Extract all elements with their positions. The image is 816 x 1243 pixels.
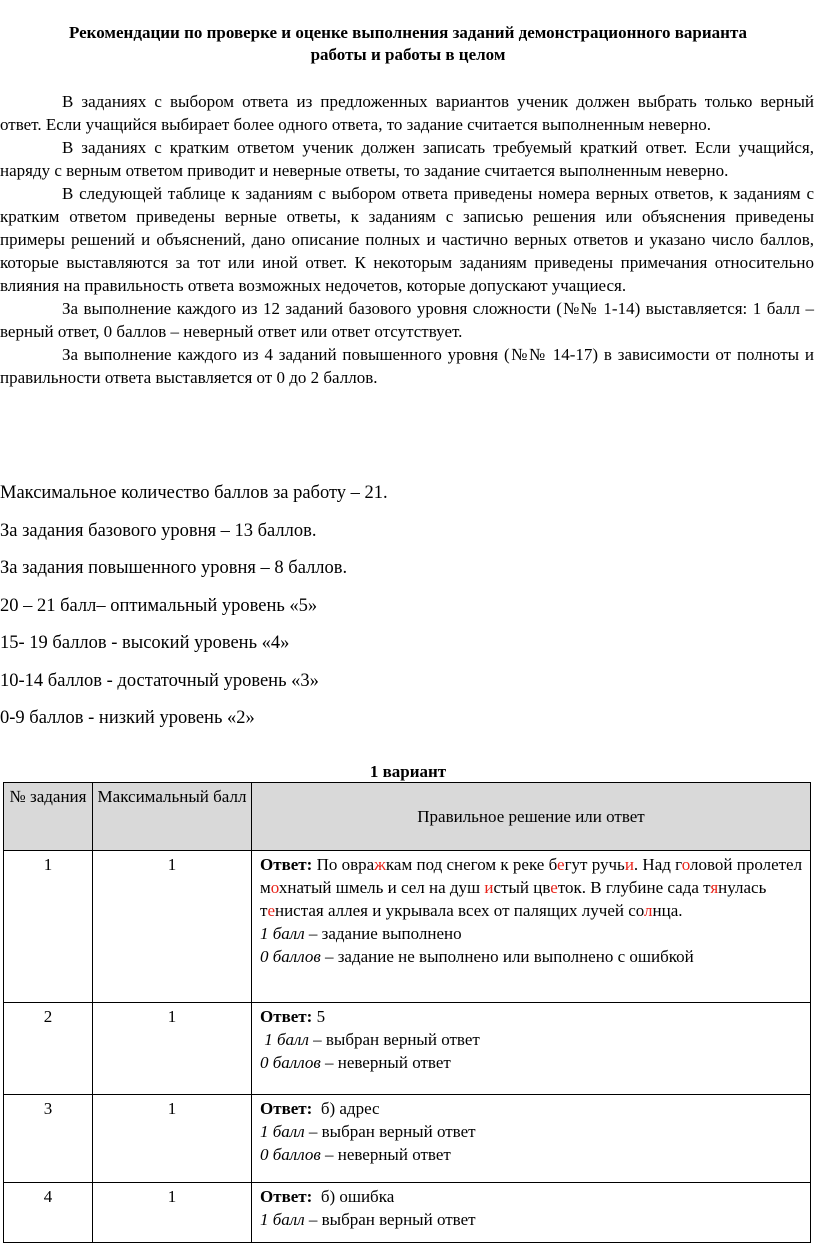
score-value: 1 балл	[260, 1122, 305, 1141]
answer-fragment: хнатый шмель и сел на душ	[278, 878, 485, 897]
highlighted-letter: л	[644, 901, 653, 920]
answer-fragment: нца.	[652, 901, 683, 920]
task-number-cell: 4	[4, 1183, 93, 1243]
task-number-cell: 3	[4, 1095, 93, 1183]
highlighted-letter: е	[550, 878, 558, 897]
answer-fragment: ловой пролетел м	[260, 855, 807, 897]
scoring-line	[260, 922, 804, 945]
grade-5-line: 20 – 21 балл– оптимальный уровень «5»	[0, 595, 318, 616]
table-row	[4, 1183, 811, 1243]
score-description: – задание выполнено	[304, 924, 462, 943]
score-value: 1 балл	[260, 1210, 305, 1229]
answer-label: Ответ:	[260, 1007, 313, 1026]
answer-text	[260, 1005, 804, 1028]
task-number-cell: 1	[4, 851, 93, 1003]
answer-fragment: По овра	[312, 855, 375, 874]
highlighted-letter: е	[557, 855, 565, 874]
table-body	[4, 851, 811, 1243]
grade-3-line: 10-14 баллов - достаточный уровень «3»	[0, 670, 319, 691]
highlighted-letter: я	[710, 878, 719, 897]
highlighted-letter: о	[270, 878, 279, 897]
intro-paragraph: В заданиях с кратким ответом ученик должен записать требуемый краткий ответ. Если учащийся, наряду с верным ответом приводит и неверные ответы, то задание считается выполненным неверно.	[0, 138, 814, 180]
answer-cell	[252, 1183, 811, 1243]
answer-fragment: гут ручь	[564, 855, 625, 874]
grade-2-line: 0-9 баллов - низкий уровень «2»	[0, 708, 255, 728]
header-answer: Правильное решение или ответ	[252, 783, 811, 851]
highlighted-letter: и	[484, 878, 494, 897]
document-title	[0, 22, 816, 66]
answer-label: Ответ:	[260, 1099, 313, 1118]
grade-4-line: 15- 19 баллов - высокий уровень «4»	[0, 633, 290, 653]
max-score-cell: 1	[93, 1003, 252, 1095]
variant-title: 1 вариант	[369, 762, 447, 781]
header-task-number: № задания	[4, 783, 93, 851]
answer-cell	[252, 1003, 811, 1095]
max-score-line: Максимальное количество баллов за работу – 21.	[0, 483, 388, 503]
answer-text	[260, 853, 807, 922]
answer-fragment: стый цв	[493, 878, 551, 897]
answer-text	[260, 1097, 804, 1120]
table-row	[4, 1003, 811, 1095]
scoring-line	[260, 1120, 804, 1143]
advanced-level-line: За задания повышенного уровня – 8 баллов.	[0, 558, 348, 578]
answer-fragment: кам под снегом к реке б	[385, 855, 558, 874]
answer-label: Ответ:	[260, 1187, 313, 1206]
title-line-1: Рекомендации по проверке и оценке выполнения заданий демонстрационного варианта	[68, 23, 748, 42]
table-header-row	[4, 783, 811, 851]
scoring-line	[260, 1208, 804, 1231]
task-number-cell: 2	[4, 1003, 93, 1095]
score-summary	[0, 480, 816, 743]
score-description: – неверный ответ	[320, 1145, 451, 1164]
score-description: – задание не выполнено или выполнено с ошибкой	[320, 947, 694, 966]
score-value: 0 баллов	[260, 947, 321, 966]
intro-paragraph: В следующей таблице к заданиям с выбором ответа приведены номера верных ответов, к заданиям с кратким ответом приведены верные ответы, к заданиям с записью решения или объяснения приведены примеры решений и объяснений, дано описание полных и частично верных ответов и указано число баллов, которые выставляются за тот или иной ответ. К некоторым заданиям приведены примечания относительно влияния на правильность ответа возможных недочетов, которые допускают учащиеся.	[0, 184, 814, 295]
intro-paragraph: За выполнение каждого из 4 заданий повышенного уровня (№№ 14-17) в зависимости от полноты и правильности ответа выставляется от 0 до 2 баллов.	[0, 345, 814, 387]
answer-fragment: . Над г	[633, 855, 682, 874]
table-row	[4, 1095, 811, 1183]
answer-fragment: нулась т	[260, 878, 771, 920]
answer-fragment: б) ошибка	[312, 1187, 395, 1206]
score-value: 1 балл	[260, 1030, 309, 1049]
answer-fragment: нистая аллея и укрывала всех от палящих лучей со	[274, 901, 645, 920]
scoring-line	[260, 1028, 804, 1051]
score-value: 0 баллов	[260, 1145, 321, 1164]
intro-paragraph: В заданиях с выбором ответа из предложенных вариантов ученик должен выбрать только верный ответ. Если учащийся выбирает более одного ответа, то задание считается выполненным неверно.	[0, 92, 814, 134]
header-max-score: Максимальный балл	[93, 783, 252, 851]
highlighted-letter: е	[267, 901, 275, 920]
max-score-cell: 1	[93, 851, 252, 1003]
basic-level-line: За задания базового уровня – 13 баллов.	[0, 520, 317, 541]
scoring-line	[260, 1051, 804, 1074]
score-description: – выбран верный ответ	[304, 1122, 476, 1141]
score-value: 1 балл	[260, 924, 305, 943]
highlighted-letter: и	[624, 855, 634, 874]
max-score-cell: 1	[93, 1183, 252, 1243]
scoring-line	[260, 1143, 804, 1166]
score-description: – неверный ответ	[320, 1053, 451, 1072]
intro-section	[0, 90, 814, 389]
answer-cell	[252, 851, 811, 1003]
score-description: – выбран верный ответ	[308, 1030, 480, 1049]
answer-fragment: 5	[312, 1007, 326, 1026]
highlighted-letter: о	[681, 855, 690, 874]
score-description: – выбран верный ответ	[304, 1210, 476, 1229]
answer-fragment: б) адрес	[312, 1099, 380, 1118]
answer-cell	[252, 1095, 811, 1183]
title-line-2: работы и работы в целом	[310, 45, 506, 64]
table-row	[4, 851, 811, 1003]
max-score-cell: 1	[93, 1095, 252, 1183]
highlighted-letter: ж	[374, 855, 386, 874]
intro-paragraph: За выполнение каждого из 12 заданий базового уровня сложности (№№ 1-14) выставляется: 1 балл – верный ответ, 0 баллов – неверный ответ или ответ отсутствует.	[0, 299, 814, 341]
answer-label: Ответ:	[260, 855, 313, 874]
answers-table	[3, 782, 811, 1243]
answer-text	[260, 1185, 804, 1208]
scoring-line	[260, 945, 804, 968]
score-value: 0 баллов	[260, 1053, 321, 1072]
answer-fragment: ток. В глубине сада т	[557, 878, 711, 897]
